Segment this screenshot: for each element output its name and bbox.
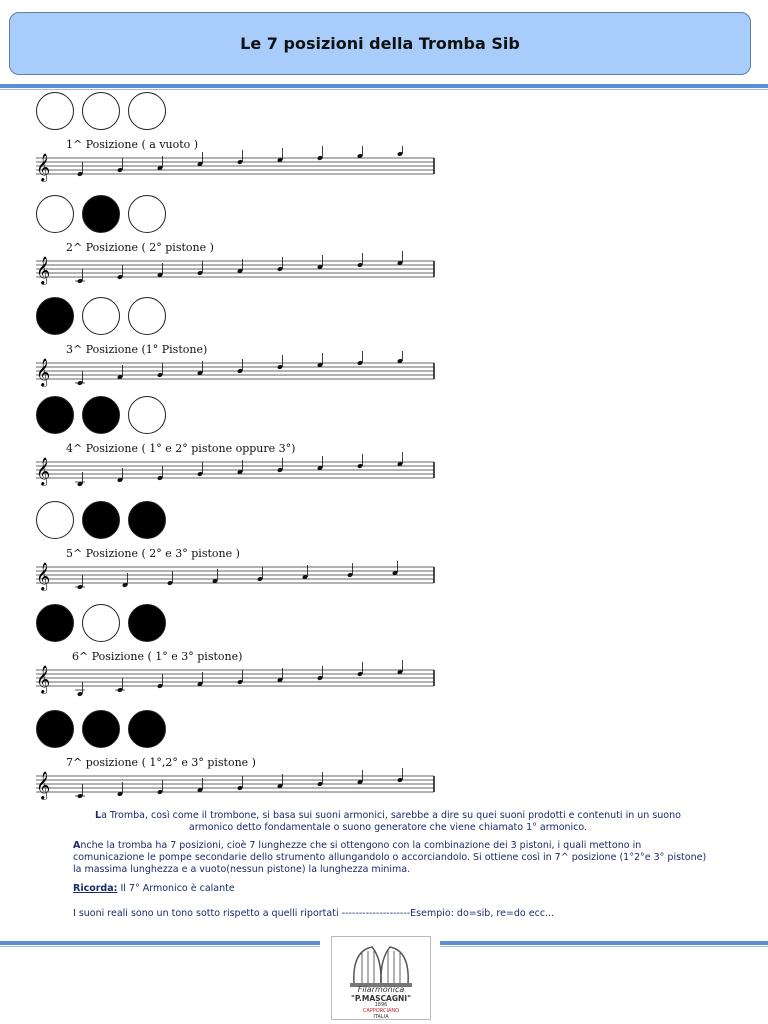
position-6 bbox=[30, 604, 450, 704]
treble-clef-icon: 𝄞 bbox=[36, 771, 51, 799]
logo-line-2: "P.MASCAGNI" bbox=[351, 994, 411, 1003]
position-label: 3^ Posizione (1° Pistone) bbox=[66, 343, 208, 356]
position-5 bbox=[30, 501, 450, 601]
music-staff bbox=[30, 555, 440, 601]
music-staff bbox=[30, 450, 440, 496]
divider-bottom-left bbox=[0, 941, 320, 945]
valve-1-pressed bbox=[36, 604, 74, 642]
music-staff bbox=[30, 658, 440, 704]
position-4 bbox=[30, 396, 450, 496]
reminder bbox=[73, 883, 713, 895]
valve-1-open bbox=[36, 92, 74, 130]
valve-1-open bbox=[36, 501, 74, 539]
treble-clef-icon: 𝄞 bbox=[36, 153, 51, 181]
treble-clef-icon: 𝄞 bbox=[36, 358, 51, 386]
logo-line-4: CAPPORCIANO bbox=[362, 1008, 400, 1014]
valve-3-open bbox=[128, 396, 166, 434]
music-staff bbox=[30, 351, 440, 397]
valve-3-open bbox=[128, 92, 166, 130]
reminder-text: Il 7° Armonico è calante bbox=[117, 883, 235, 894]
position-label: 2^ Posizione ( 2° pistone ) bbox=[66, 241, 214, 254]
reminder-label: Ricorda: bbox=[73, 883, 118, 894]
position-label: 5^ Posizione ( 2° e 3° pistone ) bbox=[66, 547, 240, 560]
logo-line-5: ITALIA bbox=[373, 1014, 389, 1020]
paragraph-positions-text: nche la tromba ha 7 posizioni, cioè 7 lunghezze che si ottengono con la combinazione dei 3 pistoni, i quali mettono in comunicazione le pompe secondarie dello strumento allungandolo o accorciandolo. Si ottiene così in 7^ posizione (1°2°e 3° pistone) la massima lunghezza e a vuoto(nessun pistone) la lunghezza minima. bbox=[73, 840, 707, 875]
valve-3-open bbox=[128, 195, 166, 233]
dropcap: L bbox=[95, 810, 102, 821]
paragraph-intro-text: a Tromba, così come il trombone, si basa sui suoni armonici, sarebbe a dire su quei suoni prodotti e contenuti in un suono armonico detto fondamentale o suono generatore che viene chiamato 1° armonico. bbox=[101, 810, 681, 833]
position-1 bbox=[30, 92, 450, 192]
music-staff bbox=[30, 249, 440, 295]
valve-2-open bbox=[82, 92, 120, 130]
paragraph-intro bbox=[78, 810, 698, 834]
valve-2-pressed bbox=[82, 396, 120, 434]
logo-line-3: 1896 bbox=[374, 1002, 388, 1008]
divider-top bbox=[0, 84, 768, 88]
music-staff bbox=[30, 764, 440, 810]
note-real-sounds: I suoni reali sono un tono sotto rispetto a quelli riportati --------------------Esempio: do=sib, re=do ecc... bbox=[73, 908, 555, 919]
valve-2-open bbox=[82, 604, 120, 642]
treble-clef-icon: 𝄞 bbox=[36, 665, 51, 693]
valve-1-pressed bbox=[36, 396, 74, 434]
valve-1-pressed bbox=[36, 710, 74, 748]
valve-3-pressed bbox=[128, 501, 166, 539]
valve-3-pressed bbox=[128, 710, 166, 748]
music-staff bbox=[30, 146, 440, 192]
page-header bbox=[9, 12, 751, 75]
valve-2-open bbox=[82, 297, 120, 335]
position-3 bbox=[30, 297, 450, 397]
treble-clef-icon: 𝄞 bbox=[36, 562, 51, 590]
filarmonica-logo bbox=[331, 936, 431, 1020]
divider-bottom-right bbox=[440, 941, 768, 945]
treble-clef-icon: 𝄞 bbox=[36, 457, 51, 485]
paragraph-positions bbox=[73, 840, 713, 876]
valve-1-pressed bbox=[36, 297, 74, 335]
valve-1-open bbox=[36, 195, 74, 233]
treble-clef-icon: 𝄞 bbox=[36, 256, 51, 284]
position-2 bbox=[30, 195, 450, 295]
position-label: 4^ Posizione ( 1° e 2° pistone oppure 3°) bbox=[66, 442, 296, 455]
valve-2-pressed bbox=[82, 195, 120, 233]
position-label: 7^ posizione ( 1°,2° e 3° pistone ) bbox=[66, 756, 256, 769]
position-label: 6^ Posizione ( 1° e 3° pistone) bbox=[72, 650, 243, 663]
valve-2-pressed bbox=[82, 501, 120, 539]
logo-line-1: Filarmonica bbox=[357, 985, 405, 994]
page-title: Le 7 posizioni della Tromba Sib bbox=[240, 34, 520, 53]
lyre-icon bbox=[332, 939, 430, 989]
valve-2-pressed bbox=[82, 710, 120, 748]
position-label: 1^ Posizione ( a vuoto ) bbox=[66, 138, 199, 151]
valve-3-open bbox=[128, 297, 166, 335]
position-7 bbox=[30, 710, 450, 810]
dropcap: A bbox=[73, 840, 81, 851]
valve-3-pressed bbox=[128, 604, 166, 642]
